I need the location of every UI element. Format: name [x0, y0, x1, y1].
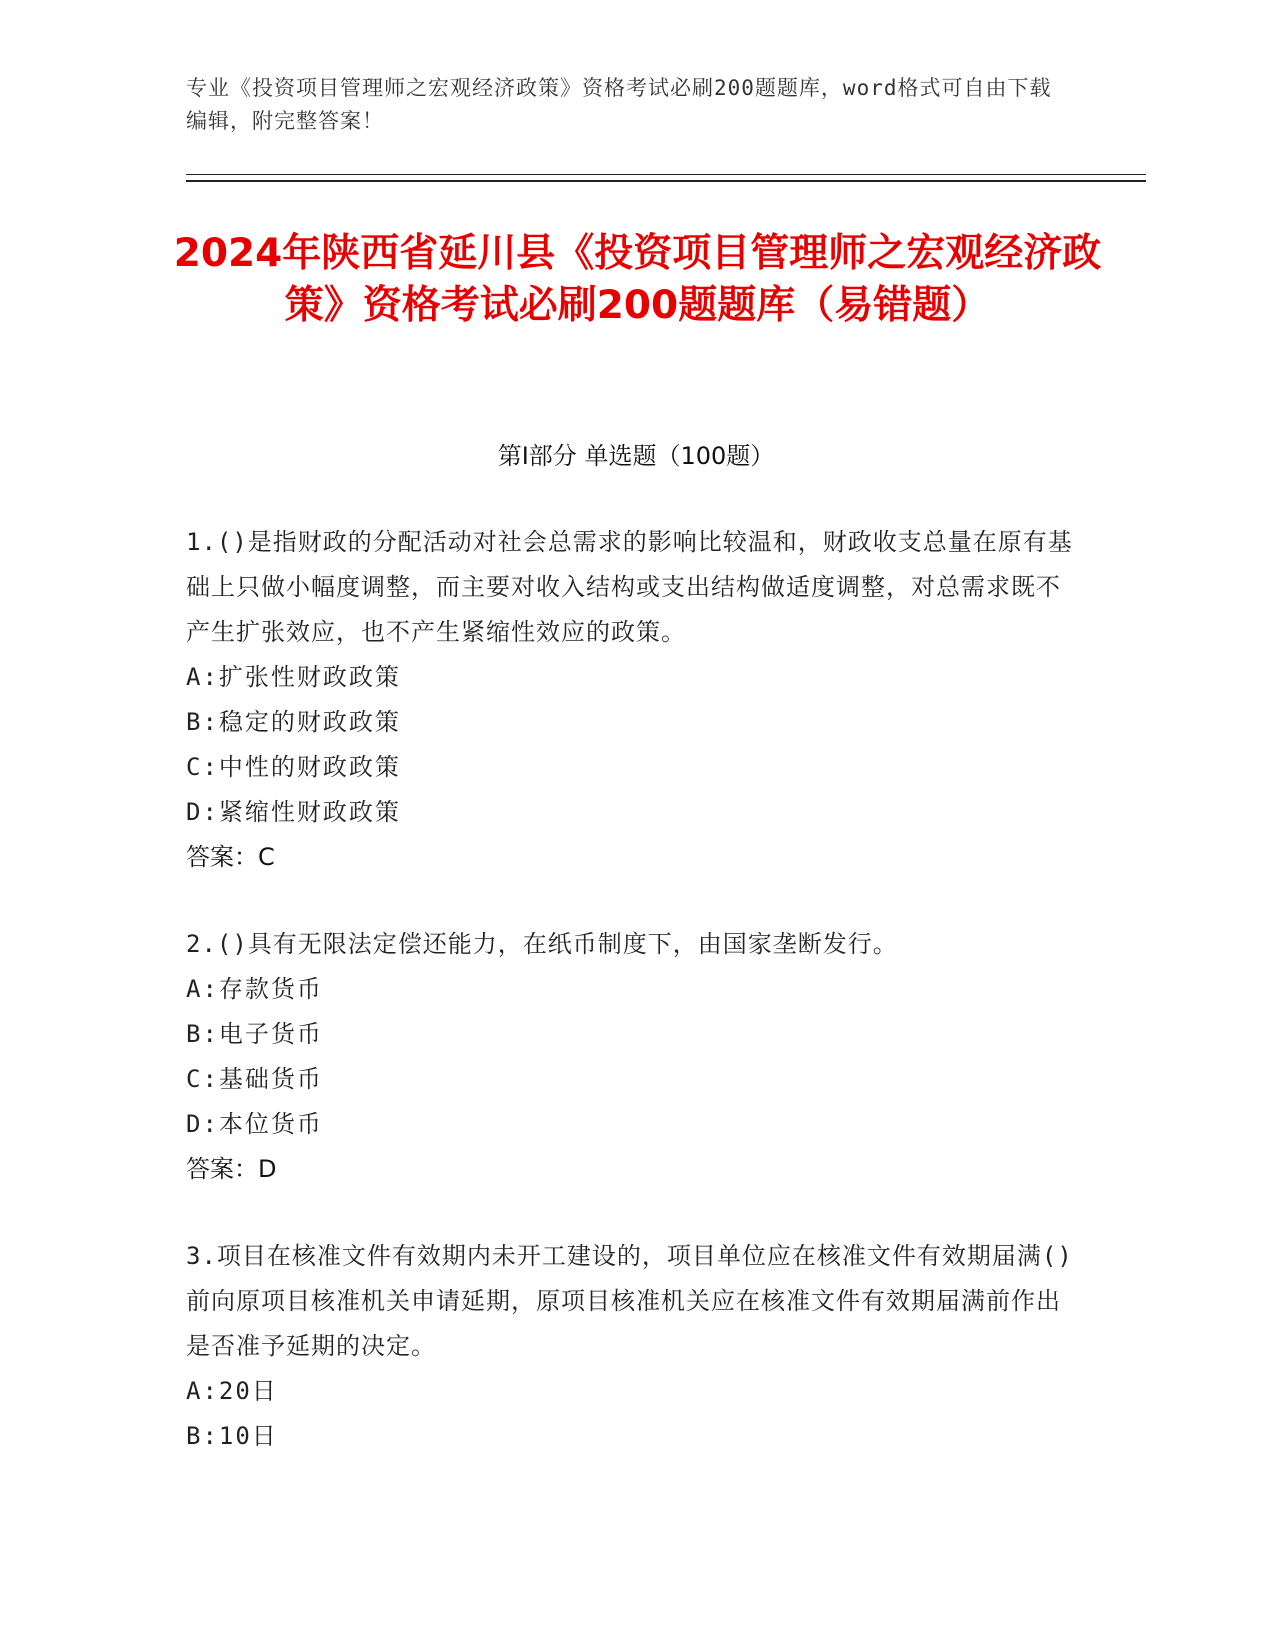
option-a: A:存款货币 [186, 975, 323, 1003]
question-1 [186, 520, 1076, 880]
question-2 [186, 922, 1076, 1192]
option-d: D:本位货币 [186, 1110, 323, 1138]
option-b: B:电子货币 [186, 1020, 323, 1048]
header-note: 专业《投资项目管理师之宏观经济政策》资格考试必刷200题题库，word格式可自由下载编辑，附完整答案！ [186, 76, 1052, 133]
question-text: 1.()是指财政的分配活动对社会总需求的影响比较温和，财政收支总量在原有基础上只做小幅度调整，而主要对收入结构或支出结构做适度调整，对总需求既不产生扩张效应，也不产生紧缩性效应的政策。 [186, 528, 1073, 646]
question-text: 3.项目在核准文件有效期内未开工建设的，项目单位应在核准文件有效期届满()前向原项目核准机关申请延期，原项目核准机关应在核准文件有效期届满前作出是否准予延期的决定。 [186, 1242, 1073, 1360]
question-3 [186, 1234, 1076, 1459]
answer: 答案：D [186, 1155, 277, 1183]
section-title: 第I部分 单选题（100题） [497, 442, 775, 470]
option-c: C:基础货币 [186, 1065, 323, 1093]
option-d: D:紧缩性财政政策 [186, 798, 401, 826]
option-b: B:10日 [186, 1422, 278, 1450]
answer: 答案：C [186, 843, 275, 871]
question-list [186, 520, 1076, 1501]
header-divider-thick [186, 180, 1146, 182]
option-b: B:稳定的财政政策 [186, 708, 401, 736]
option-a: A:扩张性财政政策 [186, 663, 401, 691]
question-text: 2.()具有无限法定偿还能力，在纸币制度下，由国家垄断发行。 [186, 930, 898, 958]
option-a: A:20日 [186, 1377, 278, 1405]
option-c: C:中性的财政政策 [186, 753, 401, 781]
document-title: 2024年陕西省延川县《投资项目管理师之宏观经济政策》资格考试必刷200题题库（易错题） [173, 231, 1102, 328]
header-divider-thin [186, 174, 1146, 175]
